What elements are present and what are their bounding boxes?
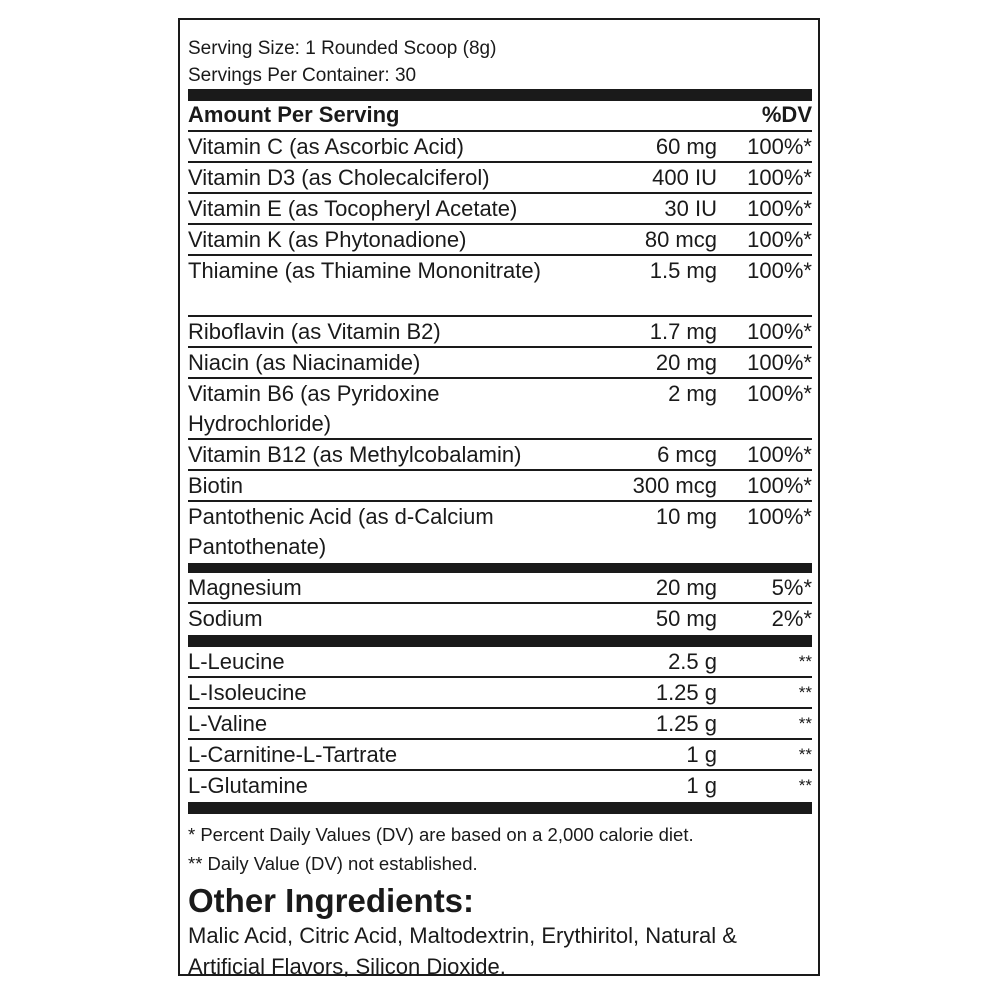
nutrient-row [188, 163, 812, 194]
nutrient-amount: 1.25 g [655, 711, 717, 736]
nutrient-amount: 60 mg [655, 134, 717, 159]
nutrient-amount: 1 g [686, 742, 717, 767]
nutrient-amount: 10 mg [655, 504, 717, 529]
nutrient-name: L-Glutamine [188, 773, 308, 798]
nutrient-row [188, 225, 812, 256]
nutrient-dv: 100%* [747, 196, 812, 221]
nutrient-amount: 80 mcg [644, 227, 717, 252]
nutrient-row [188, 647, 812, 678]
nutrient-name: Vitamin B6 (as Pyridoxine Hydrochloride) [188, 381, 440, 436]
nutrient-name: Riboflavin (as Vitamin B2) [188, 319, 441, 344]
nutrient-dv: 100%* [747, 258, 812, 283]
nutrient-row [188, 379, 812, 440]
nutrient-amount: 6 mcg [657, 442, 717, 467]
nutrient-row [188, 440, 812, 471]
nutrient-amount: 30 IU [664, 196, 717, 221]
nutrient-name: L-Isoleucine [188, 680, 307, 705]
nutrient-name: Vitamin C (as Ascorbic Acid) [188, 134, 464, 159]
nutrient-amount: 50 mg [655, 606, 717, 631]
supplement-facts-panel [178, 18, 820, 979]
nutrient-row [188, 348, 812, 379]
nutrient-name: Magnesium [188, 575, 302, 600]
nutrient-row [188, 317, 812, 348]
nutrient-dv: 100%* [747, 319, 812, 344]
nutrient-amount: 400 IU [652, 165, 717, 190]
nutrient-row [188, 678, 812, 709]
amount-per-serving-label: Amount Per Serving [188, 102, 400, 127]
nutrient-dv: 100%* [747, 227, 812, 252]
nutrient-name: Pantothenic Acid (as d-Calcium Pantothenate) [188, 504, 494, 559]
panel-content [188, 35, 812, 982]
nutrient-amount: 20 mg [655, 350, 717, 375]
dv-label: %DV [761, 102, 812, 127]
dv-footnote: * Percent Daily Values (DV) are based on a 2,000 calorie diet. [188, 824, 694, 845]
nutrient-dv: 100%* [747, 504, 812, 529]
nutrient-row [188, 604, 812, 635]
nutrient-name: Vitamin D3 (as Cholecalciferol) [188, 165, 490, 190]
nutrient-amount: 1.7 mg [649, 319, 717, 344]
nutrient-amount: 1.5 mg [649, 258, 717, 283]
nutrient-amount: 2.5 g [668, 649, 717, 674]
nutrient-row [188, 573, 812, 604]
nutrient-dv: ** [798, 714, 812, 733]
other-ingredients-text: Malic Acid, Citric Acid, Maltodextrin, Erythiritol, Natural & Artificial Flavors, Silicon Dioxide. [188, 923, 737, 979]
nutrient-dv: ** [798, 683, 812, 702]
nutrient-row [188, 132, 812, 163]
nutrient-dv: ** [798, 776, 812, 795]
nutrient-name: Thiamine (as Thiamine Mononitrate) [188, 258, 541, 283]
not-established-footnote: ** Daily Value (DV) not established. [188, 853, 478, 874]
nutrient-row [188, 194, 812, 225]
nutrient-dv: 100%* [747, 350, 812, 375]
nutrient-name: L-Leucine [188, 649, 285, 674]
nutrient-amount: 20 mg [655, 575, 717, 600]
other-ingredients-title: Other Ingredients: [188, 882, 475, 919]
nutrient-dv: 100%* [747, 473, 812, 498]
nutrient-dv: 100%* [747, 442, 812, 467]
nutrient-name: L-Valine [188, 711, 268, 736]
nutrient-dv: 5%* [771, 575, 812, 600]
nutrient-row [188, 502, 812, 563]
nutrient-row [188, 471, 812, 502]
nutrient-name: Niacin (as Niacinamide) [188, 350, 421, 375]
table-header [188, 101, 812, 132]
nutrient-row [188, 256, 812, 317]
nutrient-name: Vitamin E (as Tocopheryl Acetate) [188, 196, 518, 221]
nutrient-dv: 2%* [771, 606, 812, 631]
amino-acids-section [188, 647, 812, 802]
divider-thick [188, 635, 812, 647]
nutrient-name: Vitamin B12 (as Methylcobalamin) [188, 442, 522, 467]
serving-size: Serving Size: 1 Rounded Scoop (8g) [188, 38, 497, 59]
nutrient-dv: ** [798, 652, 812, 671]
minerals-section [188, 573, 812, 635]
nutrient-row [188, 771, 812, 802]
nutrient-name: Vitamin K (as Phytonadione) [188, 227, 467, 252]
nutrient-name: Sodium [188, 606, 263, 631]
nutrient-dv: 100%* [747, 165, 812, 190]
nutrient-row [188, 709, 812, 740]
nutrient-dv: 100%* [747, 134, 812, 159]
vitamins-section [188, 132, 812, 563]
nutrient-amount: 300 mcg [632, 473, 717, 498]
divider-thick [188, 802, 812, 814]
nutrient-row [188, 740, 812, 771]
footnotes [188, 820, 812, 878]
nutrient-amount: 2 mg [668, 381, 717, 406]
nutrient-dv: ** [798, 745, 812, 764]
nutrient-amount: 1.25 g [655, 680, 717, 705]
nutrient-name: Biotin [188, 473, 244, 498]
servings-per-container: Servings Per Container: 30 [188, 65, 417, 86]
nutrient-amount: 1 g [686, 773, 717, 798]
nutrient-name: L-Carnitine-L-Tartrate [188, 742, 398, 767]
nutrient-dv: 100%* [747, 381, 812, 406]
divider-thick [188, 563, 812, 573]
